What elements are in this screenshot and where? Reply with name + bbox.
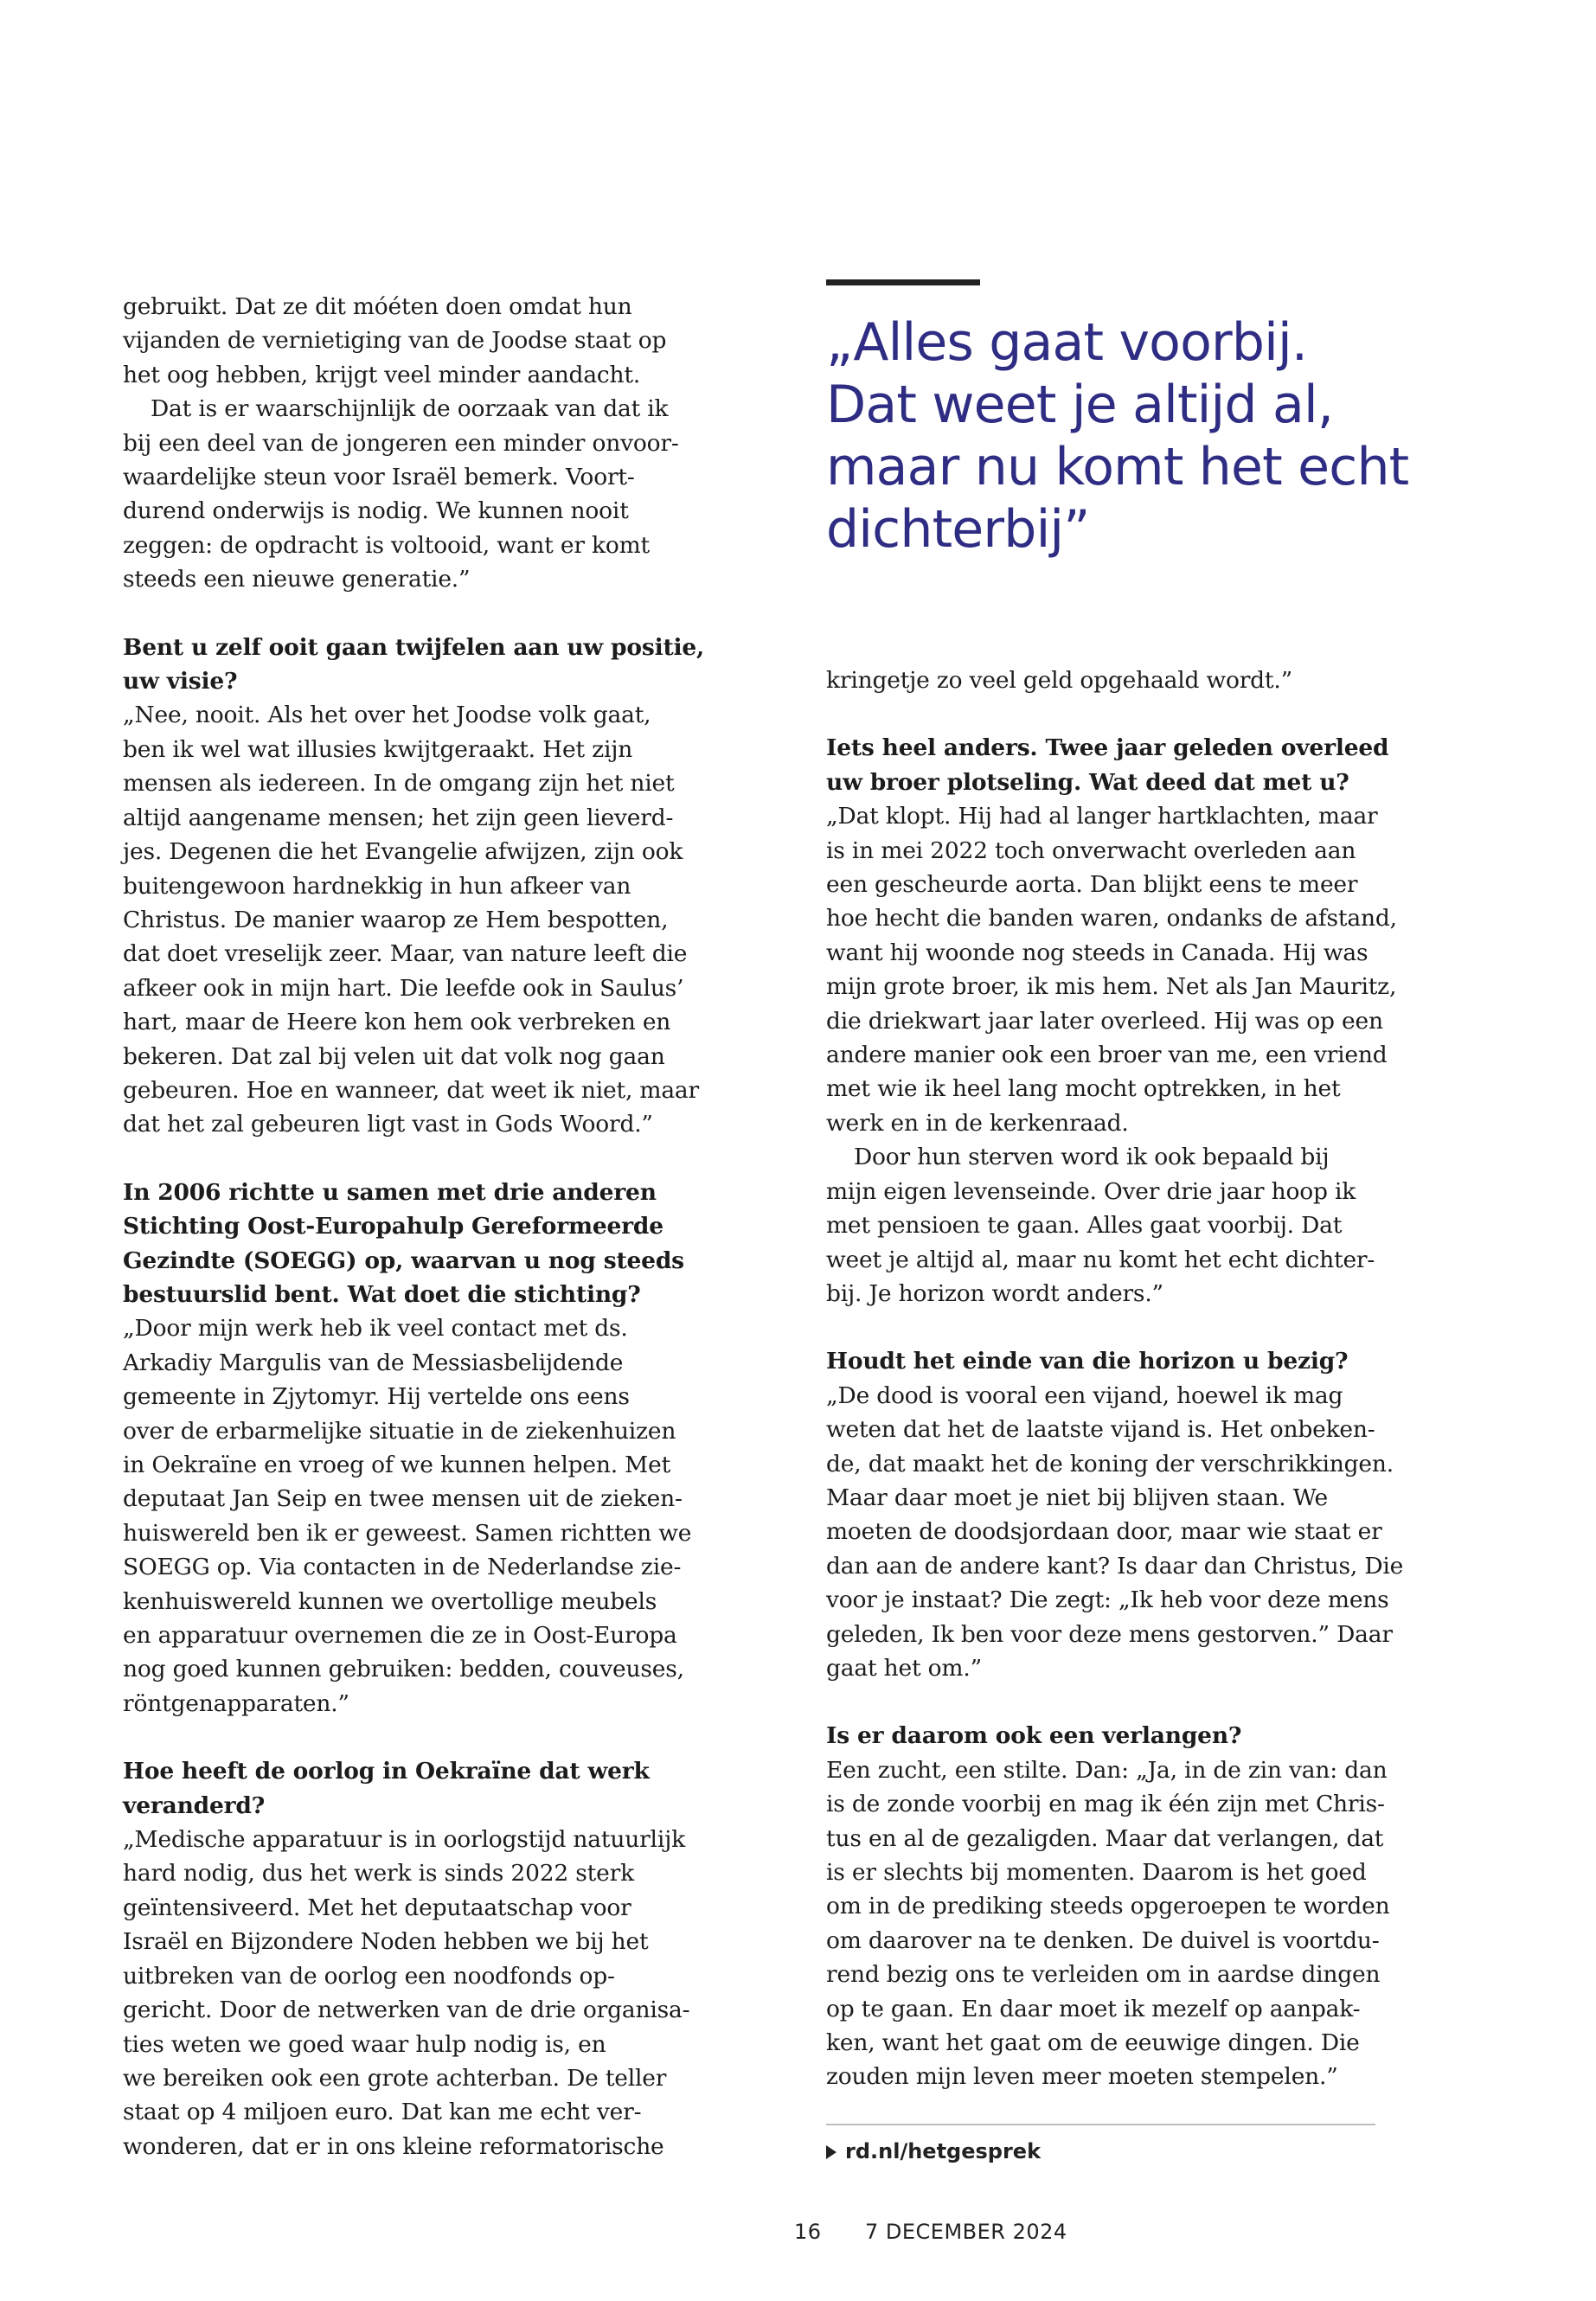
question-doubt: Bent u zelf ooit gaan twijfelen aan uw positie, uw visie? bbox=[123, 633, 705, 695]
answer-soegg: „Door mijn werk heb ik veel contact met ds. Arkadiy Margulis van de Messiasbelijdende gemeente in Zjytomyr. Hij vertelde ons eens over de erbarmelijke situatie in de ziekenhuizen in Oekraïne en vroeg of we kunnen helpen. Met deputaat Jan Seip en twee mensen uit de zieken- huiswereld ben ik er geweest. Samen richtten we SOEGG op. Via contacten in de Nederlandse zie- kenhuiswereld kunnen we overtollige meubels en apparatuur overnemen die ze in Oost-Europa nog goed kunnen gebruiken: bedden, couveuses, röntgenapparaten.” bbox=[123, 1315, 692, 1717]
article-link[interactable]: rd.nl/hetgesprek bbox=[826, 2139, 1041, 2163]
question-longing: Is er daarom ook een verlangen? bbox=[826, 1722, 1242, 1750]
paragraph-youth: Dat is er waarschijnlijk de oorzaak van dat ik bij een deel van de jongeren een minder onvoor- waardelijke steun voor Israël bemerk. Voort- durend onderwijs is nodig. We kunnen nooit zeggen: de opdracht is voltooid, want er komt steeds een nieuwe generatie.” bbox=[123, 395, 679, 593]
question-brother: Iets heel anders. Twee jaar geleden overleed uw broer plotseling. Wat deed dat met u? bbox=[826, 734, 1389, 796]
question-soegg: In 2006 richtte u samen met drie anderen Stichting Oost-Europahulp Gereformeerde Gezindte (SOEGG) op, waarvan u nog steeds bestuurslid bent. Wat doet die stichting? bbox=[123, 1178, 684, 1308]
answer-brother: „Dat klopt. Hij had al langer hartklachten, maar is in mei 2022 toch onverwacht overleden aan een gescheurde aorta. Dan blijkt eens te meer hoe hecht die banden waren, ondanks de afstand, want hij woonde nog steeds in Canada. Hij was mijn grote broer, ik mis hem. Net als Jan Mauritz, die driekwart jaar later overleed. Hij was op een andere manier ook een broer van me, een vriend met wie ik heel lang mocht optrekken, in het werk en in de kerkenraad. bbox=[826, 803, 1397, 1137]
issue-date: 7 DECEMBER 2024 bbox=[865, 2220, 1067, 2244]
answer-horizon: „De dood is vooral een vijand, hoewel ik mag weten dat het de laatste vijand is. Het onbeken- de, dat maakt het de koning der verschrikkingen. Maar daar moet je niet bij blijven staan. We moeten de doodsjordaan door, maar wie staat er dan aan de andere kant? Is daar dan Christus, Die voor je instaat? Die zegt: „Ik heb voor deze mens geleden, Ik ben voor deze mens gestorven.” Daar gaat het om.” bbox=[826, 1381, 1404, 1682]
paragraph-dying: Door hun sterven word ik ook bepaald bij mijn eigen levenseinde. Over drie jaar hoop ik met pensioen te gaan. Alles gaat voorbij. Dat weet je altijd al, maar nu komt het echt dichter- bij. Je horizon wordt anders.” bbox=[826, 1144, 1375, 1307]
left-column bbox=[123, 290, 705, 2163]
bottom-rule bbox=[826, 2124, 1375, 2125]
answer-war: „Medische apparatuur is in oorlogstijd natuurlijk hard nodig, dus het werk is sinds 2022 sterk geïntensiveerd. Met het deputaatschap voor Israël en Bijzondere Noden hebben we bij het uitbreken van de oorlog een noodfonds op- gericht. Door de netwerken van de drie organisa- ties weten we goed waar hulp nodig is, en we bereiken ook een grote achterban. De teller staat op 4 miljoen euro. Dat kan me echt ver- wonderen, dat er in ons kleine reformatorische bbox=[123, 1826, 690, 2160]
answer-doubt: „Nee, nooit. Als het over het Joodse volk gaat, ben ik wel wat illusies kwijtgeraakt. Het zijn mensen als iedereen. In de omgang zijn het niet altijd aangename mensen; het zijn geen lieverd- jes. Degenen die het Evangelie afwijzen, zijn ook buitengewoon hardnekkig in hun afkeer van Christus. De manier waarop ze Hem bespotten, dat doet vreselijk zeer. Maar, van nature leeft die afkeer ook in mijn hart. Die leefde ook in Saulus’ hart, maar de Heere kon hem ook verbreken en bekeren. Dat zal bij velen uit dat volk nog gaan gebeuren. Hoe en wanneer, dat weet ik niet, maar dat het zal gebeuren ligt vast in Gods Woord.” bbox=[123, 702, 699, 1138]
answer-longing: Een zucht, een stilte. Dan: „Ja, in de zin van: dan is de zonde voorbij en mag ik één zijn met Chris- tus en al de gezaligden. Maar dat verlangen, dat is er slechts bij momenten. Daarom is het goed om in de prediking steeds opgeroepen te worden om daarover na te denken. De duivel is voortdu- rend bezig ons te verleiden om in aardse dingen op te gaan. En daar moet ik mezelf op aanpak- ken, want het gaat om de eeuwige dingen. Die zouden mijn leven meer moeten stempelen.” bbox=[826, 1756, 1390, 2091]
quote-top-rule bbox=[826, 279, 980, 285]
paragraph-intro: gebruikt. Dat ze dit móéten doen omdat hun vijanden de vernietiging van de Joodse staat op het oog hebben, krijgt veel minder aandacht. bbox=[123, 293, 667, 388]
paragraph-continued: kringetje zo veel geld opgehaald wordt.” bbox=[826, 667, 1292, 694]
right-column bbox=[826, 663, 1404, 2094]
question-horizon: Houdt het einde van die horizon u bezig? bbox=[826, 1348, 1349, 1375]
pull-quote: „Alles gaat voorbij. Dat weet je altijd al, maar nu komt het echt dichterbij” bbox=[826, 312, 1409, 560]
page-number: 16 bbox=[794, 2220, 822, 2244]
question-war: Hoe heeft de oorlog in Oekraïne dat werk veranderd? bbox=[123, 1758, 650, 1819]
play-triangle-icon bbox=[826, 2145, 836, 2159]
